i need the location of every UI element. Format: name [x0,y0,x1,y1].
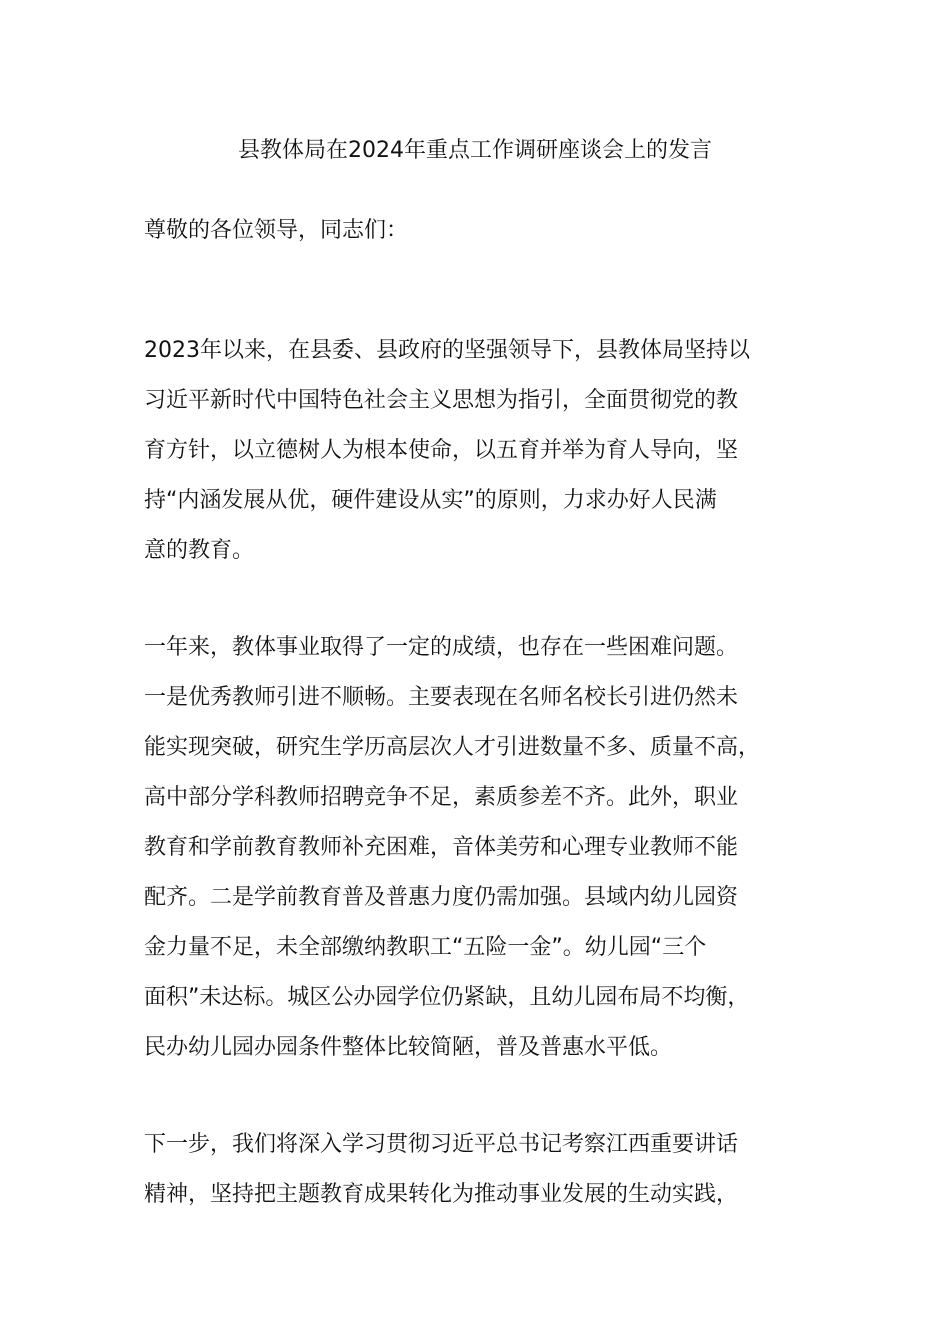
paragraph-line: 习近平新时代中国特色社会主义思想为指引，全面贯彻党的教 [144,388,739,413]
paragraph-line: 育方针，以立德树人为根本使命，以五育并举为育人导向，坚 [144,438,739,463]
paragraph-line: 2023年以来，在县委、县政府的坚强领导下，县教体局坚持以 [144,338,750,363]
paragraph-line: 一是优秀教师引进不顺畅。主要表现在名师名校长引进仍然未 [144,685,739,710]
paragraph-line: 配齐。二是学前教育普及普惠力度仍需加强。县域内幼儿园资 [144,885,739,910]
paragraph-line: 精神，坚持把主题教育成果转化为推动事业发展的生动实践， [144,1182,739,1207]
paragraph-2 [144,623,824,1073]
paragraph-line: 教育和学前教育教师补充困难，音体美劳和心理专业教师不能 [144,835,739,860]
paragraph-line: 能实现突破，研究生学历高层次人才引进数量不多、质量不高， [144,735,761,760]
salutation: 尊敬的各位领导，同志们： [144,218,409,243]
document-title: 县教体局在2024年重点工作调研座谈会上的发言 [238,138,712,163]
paragraph-3 [144,1120,824,1220]
paragraph-line: 下一步，我们将深入学习贯彻习近平总书记考察江西重要讲话 [144,1132,739,1157]
paragraph-line: 意的教育。 [144,538,255,563]
paragraph-line: 高中部分学科教师招聘竞争不足，素质参差不齐。此外，职业 [144,785,739,810]
paragraph-line: 面积”未达标。城区公办园学位仍紧缺，且幼儿园布局不均衡， [144,985,750,1010]
paragraph-line: 金力量不足，未全部缴纳教职工“五险一金”。幼儿园“三个 [144,935,707,960]
paragraph-line: 持“内涵发展从优，硬件建设从实”的原则，力求办好人民满 [144,488,717,513]
paragraph-1 [144,326,824,576]
paragraph-line: 一年来，教体事业取得了一定的成绩，也存在一些困难问题。 [144,635,739,660]
paragraph-line: 民办幼儿园办园条件整体比较简陋，普及普惠水平低。 [144,1035,673,1060]
